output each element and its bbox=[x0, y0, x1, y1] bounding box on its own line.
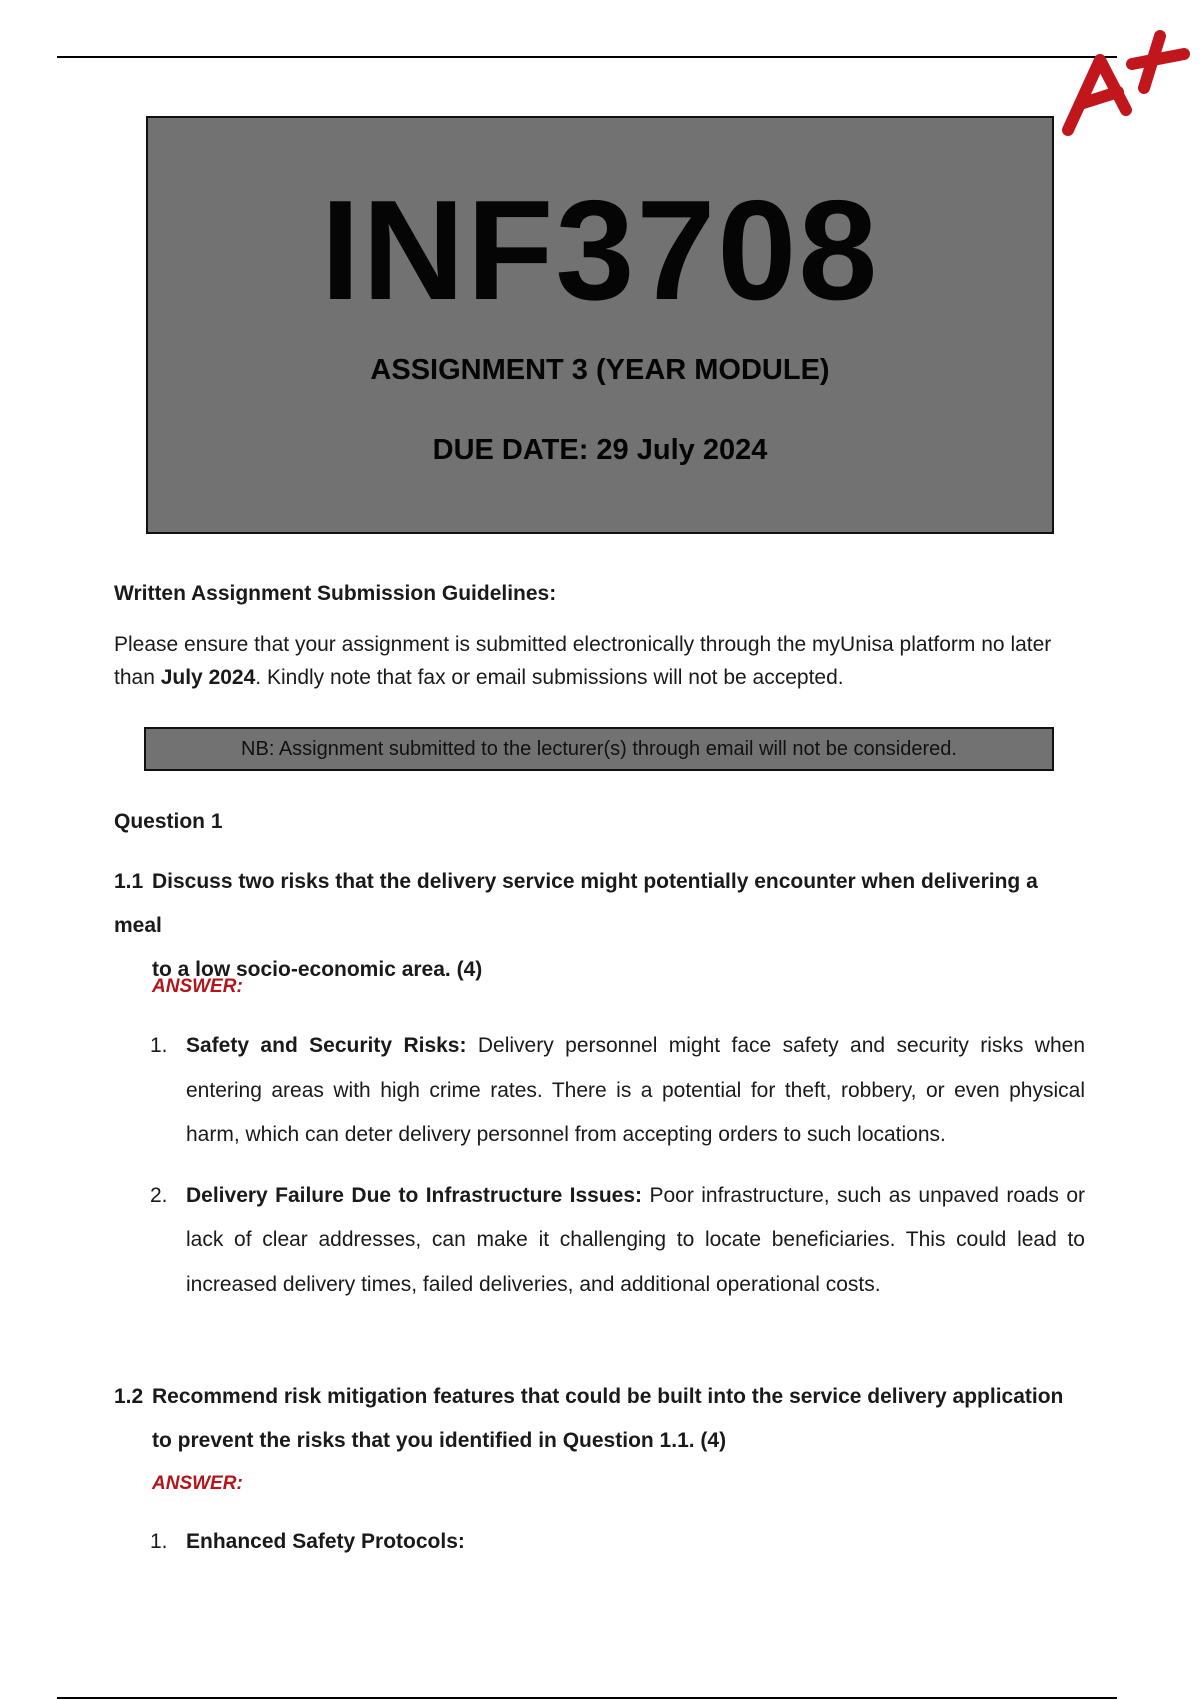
question-1-2-line1 bbox=[114, 1375, 1084, 1419]
list-item-number: 1. bbox=[150, 1530, 168, 1553]
assignment-title: ASSIGNMENT 3 (YEAR MODULE) bbox=[370, 354, 830, 386]
list-item bbox=[150, 1024, 1085, 1158]
question-1-1-text-line2: to a low socio-economic area. (4) bbox=[152, 958, 483, 981]
question-1-2 bbox=[114, 1375, 1084, 1463]
guidelines-text-part2: . Kindly note that fax or email submissions will not be accepted. bbox=[255, 666, 844, 689]
answer-label-1-1: ANSWER: bbox=[152, 976, 243, 997]
answer-label-1-2: ANSWER: bbox=[152, 1473, 243, 1494]
bottom-rule bbox=[57, 1697, 1117, 1699]
list-item-body bbox=[186, 1024, 1085, 1158]
due-date: DUE DATE: 29 July 2024 bbox=[432, 434, 768, 466]
list-item bbox=[150, 1174, 1085, 1308]
grade-stamp-a-plus bbox=[1060, 22, 1190, 142]
list-item-text: Delivery personnel might face safety and security risks when entering areas with high crime rates. There is a potential for theft, robbery, or even physical harm, which can deter delivery personnel from accepting orders to such locations. bbox=[186, 1034, 1085, 1146]
question-1-1-number: 1.1 bbox=[114, 870, 144, 893]
list-item bbox=[150, 1520, 1085, 1565]
list-item-number: 2. bbox=[150, 1183, 168, 1207]
answer-list-1-2 bbox=[150, 1520, 1085, 1565]
cover-title-box bbox=[146, 116, 1054, 534]
guidelines-bold-date: July 2024 bbox=[160, 666, 256, 689]
course-code: INF3708 bbox=[320, 171, 880, 330]
list-item-title: Safety and Security Risks: bbox=[186, 1034, 467, 1057]
guidelines-paragraph bbox=[114, 628, 1094, 694]
list-item-number: 1. bbox=[150, 1034, 168, 1057]
list-item-text: Poor infrastructure, such as unpaved roads or lack of clear addresses, can make it challenging to locate beneficiaries. This could lead to increased delivery times, failed deliveries, and additional operational costs. bbox=[186, 1183, 1085, 1296]
question-1-2-text-line1: Recommend risk mitigation features that could be built into the service delivery application bbox=[152, 1385, 1064, 1408]
list-item-body bbox=[186, 1174, 1085, 1308]
top-rule bbox=[57, 56, 1117, 58]
question-1-1-text-line1: Discuss two risks that the delivery service might potentially encounter when delivering a meal bbox=[114, 870, 1038, 937]
nb-notice-text: NB: Assignment submitted to the lecturer(s) through email will not be considered. bbox=[241, 738, 957, 760]
nb-notice-box bbox=[144, 727, 1054, 771]
guidelines-text-part1: Please ensure that your assignment is submitted electronically through the myUnisa platform no later than bbox=[114, 633, 1052, 689]
question-1-1-line1 bbox=[114, 860, 1084, 948]
question-1-1 bbox=[114, 860, 1084, 992]
guidelines-heading: Written Assignment Submission Guidelines: bbox=[114, 582, 557, 605]
list-item-title: Delivery Failure Due to Infrastructure Issues: bbox=[186, 1183, 643, 1207]
list-item-title: Enhanced Safety Protocols: bbox=[186, 1530, 465, 1553]
question-1-2-number: 1.2 bbox=[114, 1385, 144, 1408]
question-1-2-text-line2: to prevent the risks that you identified in Question 1.1. (4) bbox=[152, 1429, 727, 1452]
list-item-body bbox=[186, 1520, 1085, 1565]
question-heading: Question 1 bbox=[114, 810, 223, 833]
answer-list-1-1 bbox=[150, 1024, 1085, 1307]
